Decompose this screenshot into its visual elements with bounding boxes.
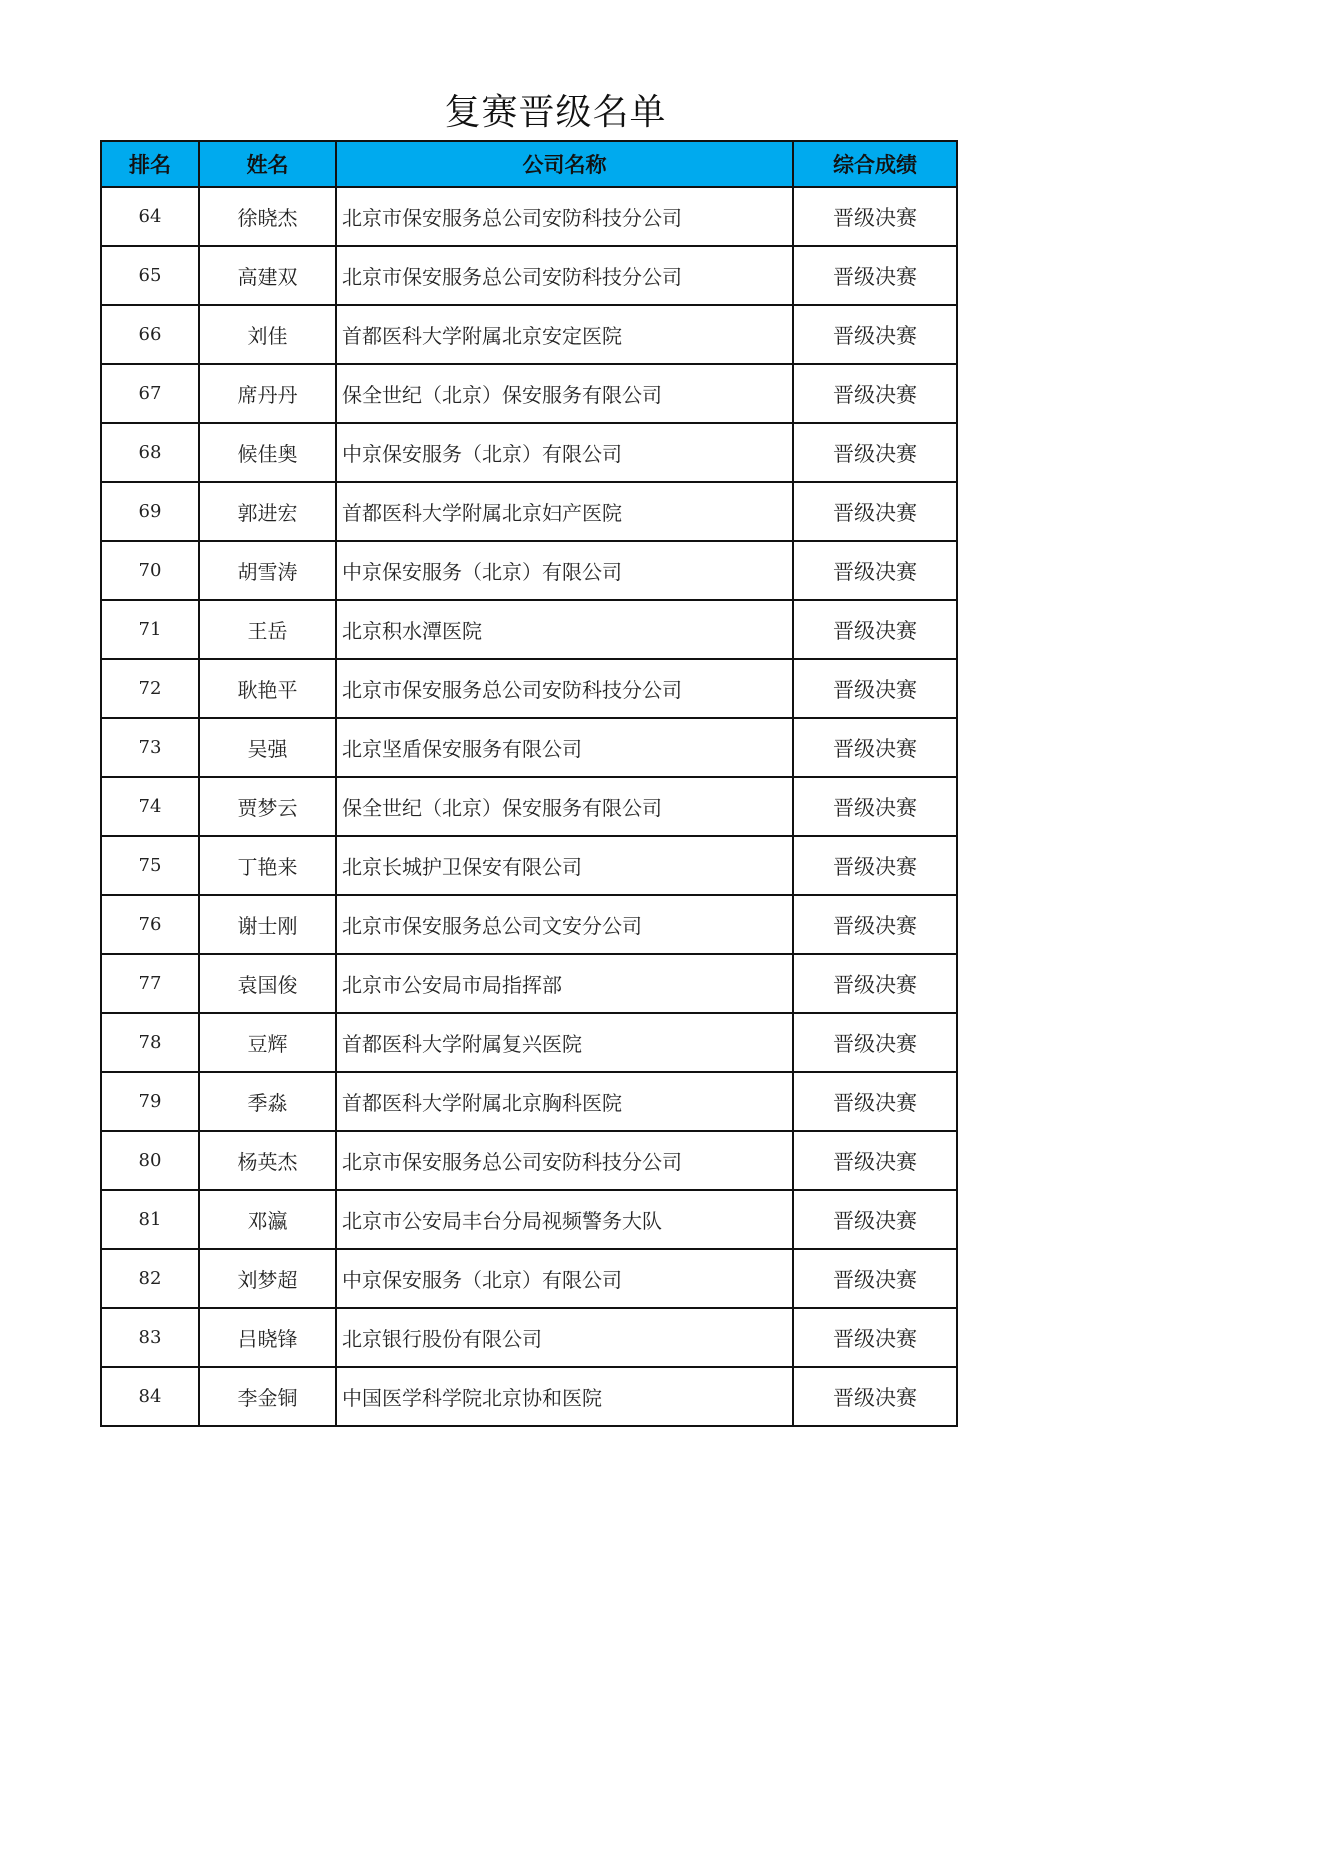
name-cell: 吴强 (199, 718, 336, 777)
table-row (101, 246, 957, 305)
company-cell: 北京积水潭医院 (336, 600, 793, 659)
name-cell: 李金铜 (199, 1367, 336, 1426)
company-cell: 首都医科大学附属北京胸科医院 (336, 1072, 793, 1131)
company-cell: 北京市保安服务总公司安防科技分公司 (336, 246, 793, 305)
company-cell: 北京市公安局市局指挥部 (336, 954, 793, 1013)
name-cell: 吕晓锋 (199, 1308, 336, 1367)
name-cell: 丁艳来 (199, 836, 336, 895)
table-row (101, 1367, 957, 1426)
score-cell: 晋级决赛 (793, 659, 957, 718)
name-cell: 袁国俊 (199, 954, 336, 1013)
company-cell: 北京坚盾保安服务有限公司 (336, 718, 793, 777)
table-row (101, 836, 957, 895)
rank-cell: 83 (101, 1308, 199, 1367)
score-cell: 晋级决赛 (793, 364, 957, 423)
column-header-rank: 排名 (101, 141, 199, 187)
table-row (101, 718, 957, 777)
column-header-company: 公司名称 (336, 141, 793, 187)
company-cell: 保全世纪（北京）保安服务有限公司 (336, 777, 793, 836)
rank-cell: 79 (101, 1072, 199, 1131)
score-cell: 晋级决赛 (793, 836, 957, 895)
company-cell: 北京长城护卫保安有限公司 (336, 836, 793, 895)
score-cell: 晋级决赛 (793, 246, 957, 305)
rank-cell: 69 (101, 482, 199, 541)
rank-cell: 64 (101, 187, 199, 246)
name-cell: 王岳 (199, 600, 336, 659)
rank-cell: 77 (101, 954, 199, 1013)
score-cell: 晋级决赛 (793, 1190, 957, 1249)
rank-cell: 67 (101, 364, 199, 423)
rank-cell: 76 (101, 895, 199, 954)
company-cell: 首都医科大学附属北京安定医院 (336, 305, 793, 364)
table-row (101, 895, 957, 954)
table-body (101, 187, 957, 1426)
table-row (101, 305, 957, 364)
rank-cell: 78 (101, 1013, 199, 1072)
name-cell: 杨英杰 (199, 1131, 336, 1190)
rank-cell: 70 (101, 541, 199, 600)
name-cell: 刘佳 (199, 305, 336, 364)
company-cell: 北京市保安服务总公司文安分公司 (336, 895, 793, 954)
score-cell: 晋级决赛 (793, 777, 957, 836)
table-row (101, 364, 957, 423)
table-row (101, 1308, 957, 1367)
qualifier-table (100, 140, 958, 1427)
rank-cell: 84 (101, 1367, 199, 1426)
company-cell: 北京市保安服务总公司安防科技分公司 (336, 187, 793, 246)
company-cell: 首都医科大学附属北京妇产医院 (336, 482, 793, 541)
table-row (101, 187, 957, 246)
company-cell: 保全世纪（北京）保安服务有限公司 (336, 364, 793, 423)
score-cell: 晋级决赛 (793, 541, 957, 600)
name-cell: 贾梦云 (199, 777, 336, 836)
table-row (101, 1249, 957, 1308)
table-row (101, 600, 957, 659)
rank-cell: 74 (101, 777, 199, 836)
score-cell: 晋级决赛 (793, 1131, 957, 1190)
company-cell: 北京市保安服务总公司安防科技分公司 (336, 659, 793, 718)
table-row (101, 541, 957, 600)
table-row (101, 954, 957, 1013)
score-cell: 晋级决赛 (793, 1013, 957, 1072)
table-row (101, 482, 957, 541)
score-cell: 晋级决赛 (793, 954, 957, 1013)
page-title: 复赛晋级名单 (444, 92, 667, 133)
score-cell: 晋级决赛 (793, 482, 957, 541)
column-header-name: 姓名 (199, 141, 336, 187)
table-row (101, 423, 957, 482)
rank-cell: 71 (101, 600, 199, 659)
company-cell: 北京市保安服务总公司安防科技分公司 (336, 1131, 793, 1190)
score-cell: 晋级决赛 (793, 718, 957, 777)
score-cell: 晋级决赛 (793, 1072, 957, 1131)
name-cell: 席丹丹 (199, 364, 336, 423)
company-cell: 北京市公安局丰台分局视频警务大队 (336, 1190, 793, 1249)
name-cell: 候佳奥 (199, 423, 336, 482)
rank-cell: 66 (101, 305, 199, 364)
score-cell: 晋级决赛 (793, 600, 957, 659)
table-row (101, 1131, 957, 1190)
rank-cell: 81 (101, 1190, 199, 1249)
name-cell: 季淼 (199, 1072, 336, 1131)
score-cell: 晋级决赛 (793, 423, 957, 482)
company-cell: 中京保安服务（北京）有限公司 (336, 423, 793, 482)
company-cell: 中国医学科学院北京协和医院 (336, 1367, 793, 1426)
score-cell: 晋级决赛 (793, 1367, 957, 1426)
name-cell: 邓瀛 (199, 1190, 336, 1249)
rank-cell: 73 (101, 718, 199, 777)
column-header-score: 综合成绩 (793, 141, 957, 187)
company-cell: 中京保安服务（北京）有限公司 (336, 1249, 793, 1308)
score-cell: 晋级决赛 (793, 305, 957, 364)
rank-cell: 68 (101, 423, 199, 482)
table-row (101, 1072, 957, 1131)
company-cell: 北京银行股份有限公司 (336, 1308, 793, 1367)
name-cell: 徐晓杰 (199, 187, 336, 246)
name-cell: 谢士刚 (199, 895, 336, 954)
name-cell: 豆辉 (199, 1013, 336, 1072)
rank-cell: 75 (101, 836, 199, 895)
company-cell: 中京保安服务（北京）有限公司 (336, 541, 793, 600)
name-cell: 刘梦超 (199, 1249, 336, 1308)
table-row (101, 777, 957, 836)
score-cell: 晋级决赛 (793, 187, 957, 246)
score-cell: 晋级决赛 (793, 1249, 957, 1308)
name-cell: 胡雪涛 (199, 541, 336, 600)
table-row (101, 1013, 957, 1072)
table-header-row (101, 141, 957, 187)
rank-cell: 65 (101, 246, 199, 305)
rank-cell: 80 (101, 1131, 199, 1190)
name-cell: 郭进宏 (199, 482, 336, 541)
score-cell: 晋级决赛 (793, 1308, 957, 1367)
table-row (101, 659, 957, 718)
name-cell: 高建双 (199, 246, 336, 305)
table-row (101, 1190, 957, 1249)
score-cell: 晋级决赛 (793, 895, 957, 954)
rank-cell: 82 (101, 1249, 199, 1308)
name-cell: 耿艳平 (199, 659, 336, 718)
rank-cell: 72 (101, 659, 199, 718)
company-cell: 首都医科大学附属复兴医院 (336, 1013, 793, 1072)
